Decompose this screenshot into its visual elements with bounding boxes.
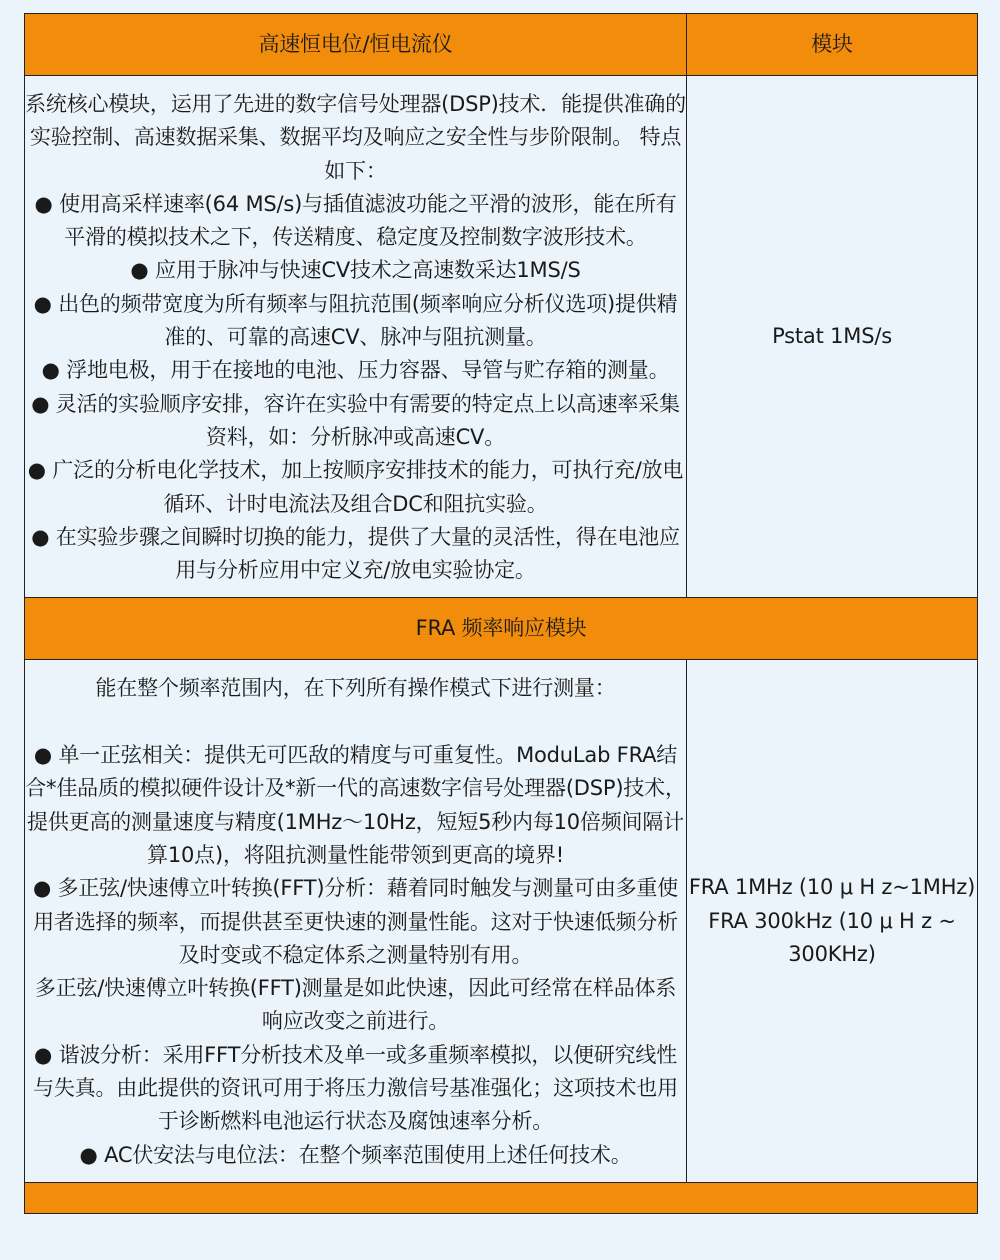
section3-header [25, 1182, 978, 1213]
section1-description [25, 76, 687, 598]
section1-body-row [25, 76, 978, 598]
section2-header: FRA 频率响应模块 [25, 598, 978, 660]
feature-item: ● 谐波分析：采用FFT分析技术及单一或多重频率模拟，以便研究线性与失真。由此提供的资讯可用于将压力激信号基准强化；这项技术也用于诊断燃料电池运行状态及腐蚀速率分析。 [33, 1042, 678, 1134]
feature-item: ● 广泛的分析电化学技术，加上按顺序安排技术的能力，可执行充/放电循环、计时电流法及组合DC和阻抗实验。 [27, 458, 684, 516]
model-line: FRA 1MHz (10 μ H z~1MHz) [688, 875, 976, 900]
feature-item: ● 应用于脉冲与快速CV技术之高速数采达1MS/S [130, 258, 581, 283]
section2-model [687, 660, 978, 1182]
feature-item: ● 多正弦/快速傅立叶转换(FFT)分析：藉着同时触发与测量可由多重使用者选择的频率，而提供甚至更快速的测量性能。这对于快速低频分析及时变或不稳定体系之测量特别有用。 [32, 876, 679, 967]
description-paragraph: 多正弦/快速傅立叶转换(FFT)测量是如此快速，因此可经常在样品体系响应改变之前进行。 [34, 976, 677, 1034]
section2-header-row [25, 598, 978, 660]
feature-item: ● 灵活的实验顺序安排，容许在实验中有需要的特定点上以高速率采集资料，如：分析脉冲或高速CV。 [31, 391, 680, 449]
product-spec-table [24, 13, 978, 1214]
description-paragraph: 能在整个频率范围内，在下列所有操作模式下进行测量： [95, 676, 616, 701]
section1-model: Pstat 1MS/s [687, 76, 978, 598]
model-line: FRA 300kHz (10 μ H z ~ 300KHz) [708, 908, 956, 966]
blank-line [25, 706, 686, 739]
section1-header-row [25, 14, 978, 76]
feature-item: ● 浮地电极，用于在接地的电池、压力容器、导管与贮存箱的测量。 [41, 358, 670, 383]
feature-item: ● 在实验步骤之间瞬时切换的能力，提供了大量的灵活性，得在电池应用与分析应用中定义充/放电实验协定。 [31, 524, 680, 583]
section2-body-row [25, 660, 978, 1182]
description-paragraph: 系统核心模块，运用了先进的数字信号处理器(DSP)技术．能提供准确的实验控制、高速数据采集、数据平均及响应之安全性与步阶限制。 特点如下： [25, 92, 686, 183]
section3-header-row [25, 1182, 978, 1213]
feature-item: ● AC伏安法与电位法：在整个频率范围使用上述任何技术。 [79, 1142, 632, 1167]
feature-item: ● 使用高采样速率(64 MS/s)与插值滤波功能之平滑的波形，能在所有平滑的模拟技术之下，传送精度、稳定度及控制数字波形技术。 [34, 191, 677, 250]
section1-header-right: 模块 [687, 14, 978, 76]
section1-header-left: 高速恒电位/恒电流仪 [25, 14, 687, 76]
feature-item: ● 出色的频带宽度为所有频率与阻抗范围(频率响应分析仪选项)提供精准的、可靠的高速CV、脉冲与阻抗测量。 [33, 291, 678, 350]
feature-item: ● 单一正弦相关：提供无可匹敌的精度与可重复性。ModuLab FRA结合*佳品质的模拟硬件设计及*新一代的高速数字信号处理器(DSP)技术，提供更高的测量速度与精度(1MHz～10Hz，短短5秒内每10倍频间隔计算10点)，将阻抗测量性能带领到更高的境界! [25, 743, 686, 867]
section2-description [25, 660, 687, 1182]
